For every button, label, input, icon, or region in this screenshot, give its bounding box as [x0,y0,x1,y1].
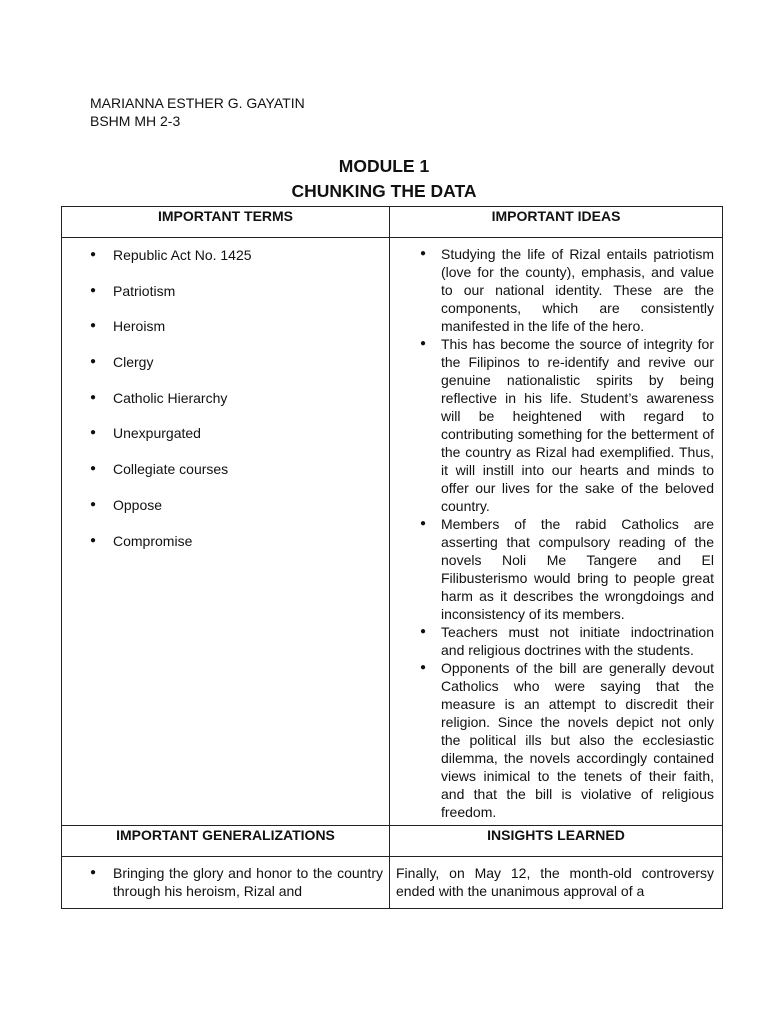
term-item: ● Patriotism [62,282,389,318]
student-header [90,94,305,130]
term-item: ● Unexpurgated [62,424,389,460]
generalization-item: ● Bringing the glory and honor to the country through his heroism, Rizal and [62,864,383,900]
generalizations-header: IMPORTANT GENERALIZATIONS [62,826,390,857]
header-row-bottom [62,826,723,857]
terms-header: IMPORTANT TERMS [62,207,390,238]
idea-item: ● Studying the life of Rizal entails patriotism (love for the county), emphasis, and value to our national identity. These are the components, which are consistently manifested in the life of the hero. [390,245,714,335]
idea-item: ● Teachers must not initiate indoctrination and religious doctrines with the students. [390,623,714,659]
idea-item: ● This has become the source of integrity for the Filipinos to re-identify and revive our genuine nationalistic spirits by being reflective in his life. Student’s awareness will be heightened with regard to contributing something for the betterment of the country as Rizal had exemplified. Thus, it will instill into our hearts and minds to offer our lives for the sake of the beloved country. [390,335,714,515]
term-item: ● Oppose [62,496,389,532]
module-title: MODULE 1 [338,156,430,176]
module-title-block [0,154,768,204]
idea-item: ● Members of the rabid Catholics are asserting that compulsory reading of the novels Noli Me Tangere and El Filibusterismo would bring to people great harm as it describes the wrongdoings and inconsistency of its members. [390,515,714,623]
idea-item: ● Opponents of the bill are generally devout Catholics who were saying that the measure is an attempt to discredit their religion. Since the novels depict not only the political ills but also the ecclesiastic dilemma, the novels accordingly contained views inimical to the tenets of their faith, and that the bill is violative of religious freedom. [390,659,714,821]
student-section: BSHM MH 2-3 [90,113,181,129]
term-item: ● Collegiate courses [62,460,389,496]
module-subtitle: CHUNKING THE DATA [291,181,477,201]
term-item: ● Heroism [62,317,389,353]
content-row-top [62,238,723,826]
content-row-bottom [62,857,723,909]
terms-cell [62,238,390,826]
generalizations-list [62,857,389,908]
header-row-top [62,207,723,238]
ideas-list [390,238,722,825]
chunking-table [61,206,723,909]
ideas-cell [390,238,723,826]
student-name: MARIANNA ESTHER G. GAYATIN [90,95,305,111]
term-item: ● Clergy [62,353,389,389]
insights-header: INSIGHTS LEARNED [390,826,723,857]
generalizations-cell [62,857,390,909]
insights-cell [390,857,723,909]
term-item: ● Catholic Hierarchy [62,389,389,425]
term-item: ● Republic Act No. 1425 [62,246,389,282]
ideas-header: IMPORTANT IDEAS [390,207,723,238]
terms-list [62,238,389,577]
insights-text: Finally, on May 12, the month-old controversy ended with the unanimous approval of a [396,865,714,899]
term-item: ● Compromise [62,532,389,568]
